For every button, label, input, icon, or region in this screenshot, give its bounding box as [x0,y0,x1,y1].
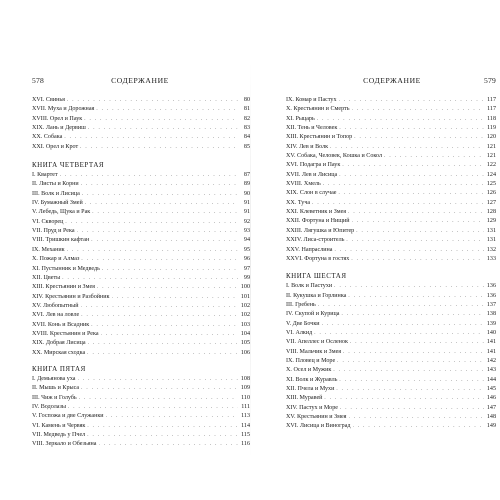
entry-page-number: 101 [240,293,250,300]
entry-title: V. Госпожа и две Служанки [32,413,104,420]
dot-leader [81,256,238,264]
dot-leader [81,385,238,393]
entry-title: XIX. Добрая Лисица [32,340,86,347]
entry-title: XXI. Клеветник и Змея [286,209,347,216]
entry-page-number: 128 [486,209,496,216]
toc-entry [32,124,250,133]
entry-page-number: 139 [486,320,496,327]
entry-page-number: 85 [243,143,250,150]
entry-page-number: 87 [243,172,250,179]
toc-entry [286,338,496,347]
entry-page-number: 141 [486,339,496,346]
entry-page-number: 117 [487,97,496,103]
dot-leader [350,339,484,347]
entry-page-number: 111 [241,403,250,410]
dot-leader [352,218,484,226]
entry-page-number: 89 [243,181,250,188]
entry-title: VII. Апеллес и Осленок [286,339,348,346]
toc-entry [32,171,250,180]
entry-page-number: 97 [243,265,250,272]
entry-title: XXV. Напраслина [286,246,333,253]
entry-title: XXIII. Лягушка и Юпитер [286,227,355,234]
entry-title: XIII. Крестьянин и Топор [286,134,353,141]
dot-leader [351,256,484,264]
entry-page-number: 116 [241,441,250,448]
entry-title: XI. Рыцарь [286,115,315,122]
entry-page-number: 120 [486,134,496,141]
toc-entry [32,321,250,330]
section-heading: КНИГА ПЯТАЯ [32,364,86,373]
entry-title: XVII. Конь и Всадник [32,321,90,328]
toc-entry [32,236,250,245]
entry-page-number: 132 [486,246,496,253]
entry-page-number: 105 [240,340,250,347]
entry-title: VI. Камень и Червяк [32,422,86,429]
entry-page-number: 96 [243,256,250,263]
entry-title: XIX. Слон в случае [286,190,337,197]
entry-title: IX. Пловец и Море [286,357,336,364]
entry-page-number: 137 [486,301,496,308]
entry-title: XVII. Муха и Дорожная [32,106,95,113]
entry-title: I. Волк и Пастухи [286,283,333,290]
dot-leader [85,200,238,208]
entry-title: III. Чиж и Голубь [32,394,77,401]
entry-title: XXVI. Фортуна в гостях [286,255,350,262]
entry-page-number: 144 [486,376,496,383]
toc-entry [286,246,496,255]
dot-leader [84,116,238,124]
dot-leader [67,247,238,255]
entry-page-number: 146 [486,395,496,402]
entry-page-number: 140 [486,329,496,336]
entry-page-number: 147 [486,404,496,411]
toc-entry [32,218,250,227]
running-title: СОДЕРЖАНИЕ [111,76,169,85]
dot-leader [80,144,238,152]
dot-leader [340,405,484,413]
entry-title: XV. Любопытный [32,302,79,309]
entry-page-number: 100 [240,284,250,291]
toc-entry [286,301,496,310]
toc-entry [286,329,496,338]
toc-entry [286,255,496,264]
dot-leader [97,284,238,292]
toc-entry [286,208,496,217]
toc-entry [286,310,496,319]
entry-page-number: 102 [240,312,250,319]
left-page [32,76,250,500]
entry-title: I. Квартет [32,172,58,179]
entry-title: XV. Собака, Человек, Кошка и Сокол [286,153,383,160]
entry-title: XVI. Лев на ловле [32,312,80,319]
dot-leader [81,303,238,311]
toc-entry [32,208,250,217]
right-page [286,76,496,500]
entry-page-number: 136 [486,283,496,290]
page-number: 578 [32,76,44,85]
entry-title: I. Демьянова уха [32,375,76,382]
entry-title: III. Гребень [286,301,316,308]
dot-leader [342,162,484,170]
dot-leader [101,331,238,339]
dot-leader [346,237,484,245]
toc-entry [286,105,496,114]
dot-leader [334,283,484,291]
entry-title: II. Кукушка и Горлинка [286,292,347,299]
dot-leader [334,247,484,255]
entry-title: II. Листы и Корни [32,181,79,188]
section-heading: КНИГА ШЕСТАЯ [286,272,347,281]
entry-title: V. Лебедь, Щука и Рак [32,209,91,216]
toc-entry [286,161,496,170]
toc-entry [286,422,496,431]
dot-leader [348,293,484,301]
entry-title: XIII. Крестьянин и Змея [32,284,95,291]
entry-title: XVI. Подагра и Паук [286,162,341,169]
dot-leader [68,404,238,412]
toc-entry [286,394,496,403]
dot-leader [88,125,238,133]
entry-title: VIII. Мальчик и Змея [286,348,342,355]
dot-leader [354,134,484,142]
toc-entry [32,180,250,189]
entry-title: X. Крестьянин и Смерть [286,106,350,113]
entry-page-number: 113 [241,413,250,420]
right-running-head [286,76,496,89]
toc-entry [32,349,250,358]
entry-title: VI. Алкид [286,329,313,336]
entry-page-number: 110 [241,394,250,401]
toc-entry [32,431,250,440]
dot-leader [353,423,485,431]
toc-entry [286,413,496,422]
toc-entry [32,255,250,264]
toc-entry [286,227,496,236]
toc-list [32,96,250,450]
dot-leader [339,97,484,105]
entry-page-number: 92 [243,218,250,225]
toc-list [286,96,496,432]
toc-entry [286,366,496,375]
entry-page-number: 94 [243,237,250,244]
entry-title: III. Волк и Лисица [32,190,80,197]
toc-entry [32,375,250,384]
dot-leader [384,153,484,161]
entry-page-number: 121 [486,143,496,150]
dot-leader [88,340,238,348]
toc-entry [286,152,496,161]
page-number: 579 [484,76,496,85]
entry-title: XX. Мирская сходка [32,349,86,356]
toc-entry [286,124,496,133]
entry-title: XV. Крестьянин и Змея [286,414,347,420]
entry-title: IV. Водолазы [32,403,66,410]
entry-title: VII. Медведь у Пчел [32,432,86,438]
entry-page-number: 93 [243,228,250,235]
entry-title: VI. Скворец [32,218,64,225]
entry-title: X. Пожар и Алмаз [32,256,80,263]
toc-entry [286,180,496,189]
dot-leader [339,125,484,133]
dot-leader [87,350,238,358]
entry-page-number: 91 [243,209,250,216]
dot-leader [336,386,484,394]
entry-title: XIV. Лев и Волк [286,143,329,150]
entry-page-number: 117 [487,106,496,113]
toc-entry [32,143,250,152]
entry-page-number: 126 [486,190,496,197]
dot-leader [314,330,484,338]
toc-entry [286,376,496,385]
toc-entry [32,293,250,302]
entry-page-number: 127 [486,199,496,206]
toc-entry [286,236,496,245]
dot-leader [62,275,238,283]
dot-leader [82,191,238,199]
entry-page-number: 122 [486,162,496,169]
toc-entry [32,199,250,208]
entry-title: XVI. Свинья [32,97,65,103]
book-gutter [250,60,251,460]
entry-title: XXII. Фортуна и Нищий [286,218,350,225]
entry-page-number: 95 [243,246,250,253]
entry-page-number: 142 [486,357,496,364]
dot-leader [356,228,484,236]
dot-leader [91,322,238,330]
dot-leader [92,209,238,217]
toc-entry [32,302,250,311]
dot-leader [348,209,484,217]
toc-entry [286,348,496,357]
dot-leader [318,302,484,310]
entry-title: XVII. Лев и Лисица [286,171,338,178]
toc-entry [286,292,496,301]
toc-entry [286,320,496,329]
dot-leader [77,228,238,236]
dot-leader [99,441,238,449]
dot-leader [64,134,238,142]
toc-entry [32,274,250,283]
toc-entry [32,105,250,114]
toc-entry [32,283,250,292]
toc-entry [286,143,496,152]
toc-entry [32,265,250,274]
toc-entry [32,412,250,421]
entry-page-number: 115 [241,432,250,438]
entry-title: XI. Волк и Журавль [286,376,338,383]
entry-page-number: 129 [486,218,496,225]
entry-page-number: 125 [486,181,496,188]
toc-entry [286,171,496,180]
entry-title: XIII. Муравей [286,395,323,402]
entry-page-number: 90 [243,190,250,197]
entry-page-number: 114 [241,422,250,429]
dot-leader [322,321,484,329]
entry-title: XII. Пчела и Мухи [286,385,335,392]
entry-title: II. Мышь и Крыса [32,385,80,392]
entry-title: XIV. Пастух и Море [286,404,338,411]
entry-page-number: 106 [240,349,250,356]
entry-title: XI. Пустынник и Медведь [32,265,100,272]
left-running-head [32,76,250,89]
dot-leader [339,377,484,385]
toc-entry [286,189,496,198]
dot-leader [339,172,484,180]
entry-title: V. Две Бочки [286,320,320,327]
entry-page-number: 81 [243,106,250,113]
toc-entry [32,133,250,142]
toc-entry [32,394,250,403]
entry-title: IV. Бумажный Змей [32,200,83,207]
entry-title: X. Осел и Мужик [286,367,332,374]
entry-title: VIII. Зеркало и Обезьяна [32,441,97,448]
entry-page-number: 109 [240,385,250,392]
entry-title: VIII. Тришкин кафтан [32,237,90,244]
entry-title: IV. Скупой и Курица [286,311,340,318]
toc-entry [286,357,496,366]
entry-page-number: 148 [486,414,496,420]
dot-leader [317,116,484,124]
dot-leader [67,97,238,105]
dot-leader [338,190,484,198]
dot-leader [60,172,238,180]
toc-entry [286,282,496,291]
entry-page-number: 91 [243,200,250,207]
entry-page-number: 138 [486,311,496,318]
toc-entry [32,403,250,412]
entry-page-number: 145 [486,385,496,392]
dot-leader [112,294,239,302]
toc-entry [32,330,250,339]
entry-page-number: 102 [240,302,250,309]
dot-leader [79,395,238,403]
entry-title: XVIII. Хмель [286,181,321,188]
entry-title: XX. Туча [286,199,311,206]
entry-title: XII. Тень и Человек [286,125,338,132]
entry-page-number: 104 [240,330,250,337]
entry-page-number: 103 [240,321,250,328]
dot-leader [81,181,238,189]
entry-page-number: 82 [243,115,250,122]
dot-leader [341,311,484,319]
toc-entry [286,385,496,394]
entry-title: XIX. Лань и Дервиш [32,125,86,132]
toc-entry [32,227,250,236]
dot-leader [312,200,484,208]
entry-page-number: 131 [486,237,496,244]
toc-entry [286,115,496,124]
dot-leader [87,423,238,431]
entry-title: VII. Пруд и Река [32,228,75,235]
entry-title: XIV. Крестьянин и Разбойник [32,293,110,300]
entry-page-number: 141 [486,348,496,355]
entry-title: IX. Комар и Пастух [286,97,337,103]
toc-entry [32,246,250,255]
toc-entry [32,422,250,431]
entry-page-number: 83 [243,125,250,132]
entry-page-number: 121 [486,153,496,160]
section-heading: КНИГА ЧЕТВЕРТАЯ [32,161,105,170]
entry-page-number: 80 [243,97,250,103]
dot-leader [343,349,484,357]
toc-entry [32,115,250,124]
toc-entry [286,404,496,413]
dot-leader [352,106,485,114]
entry-title: XXI. Орел и Крот [32,143,79,150]
toc-entry [32,96,250,105]
toc-entry [286,199,496,208]
dot-leader [330,144,484,152]
entry-page-number: 136 [486,292,496,299]
entry-page-number: 133 [486,255,496,262]
dot-leader [81,312,238,320]
dot-leader [65,219,238,227]
dot-leader [87,432,238,440]
toc-entry [286,133,496,142]
entry-page-number: 108 [240,375,250,382]
entry-title: XVI. Лисица и Виноград [286,423,351,430]
dot-leader [323,181,484,189]
entry-page-number: 131 [486,227,496,234]
dot-leader [78,376,238,384]
running-title: СОДЕРЖАНИЕ [363,76,421,85]
dot-leader [102,266,238,274]
toc-entry [286,96,496,105]
dot-leader [96,106,238,114]
toc-entry [32,440,250,449]
entry-title: XX. Собака [32,134,63,141]
dot-leader [91,237,238,245]
dot-leader [349,414,485,422]
entry-page-number: 118 [487,115,496,122]
toc-entry [32,311,250,320]
dot-leader [324,395,484,403]
entry-page-number: 149 [486,423,496,430]
entry-title: XII. Цветы [32,274,61,281]
entry-title: IX. Механик [32,246,65,253]
toc-entry [32,384,250,393]
dot-leader [337,358,484,366]
toc-entry [32,190,250,199]
entry-title: XVIII. Орел и Паук [32,115,83,122]
entry-title: XXIV. Лиса-строитель [286,237,345,244]
dot-leader [333,367,484,375]
entry-page-number: 124 [486,171,496,178]
entry-page-number: 119 [487,125,496,132]
toc-entry [32,339,250,348]
entry-page-number: 143 [486,367,496,374]
entry-page-number: 84 [243,134,250,141]
entry-title: XVIII. Крестьянин и Река [32,330,99,337]
entry-page-number: 99 [243,274,250,281]
dot-leader [106,413,238,421]
toc-entry [286,217,496,226]
